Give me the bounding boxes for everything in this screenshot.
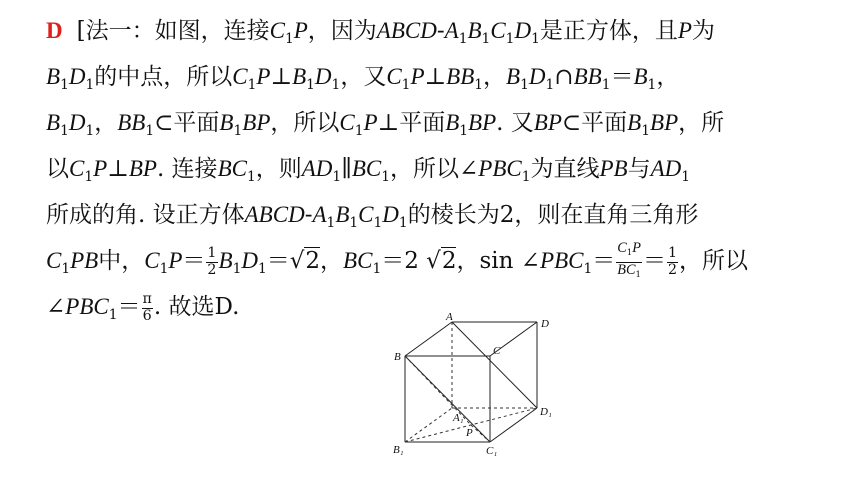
label-A: A bbox=[446, 312, 453, 323]
label-B1: B₁ bbox=[393, 444, 404, 456]
text-segment: 以 bbox=[46, 156, 69, 182]
text-segment: 如图，连接 bbox=[154, 18, 270, 44]
text-segment: ，所以 bbox=[679, 248, 749, 274]
text-segment: . 故选D. bbox=[153, 294, 240, 320]
cube-hidden-edges bbox=[405, 322, 537, 442]
solution-line-2: $B_1D_1$的中点，所以$C_1P\perp B_1D_1$，又$C_1P\perp BB_1$，$B_1D_1\cap BB_1=B_1$， bbox=[46, 64, 680, 93]
text-segment: 的中点，所以 bbox=[94, 64, 233, 90]
text-segment: ，所 bbox=[678, 110, 725, 136]
text-segment: 与 bbox=[627, 156, 651, 182]
text-segment: ，因为 bbox=[307, 18, 377, 44]
fraction-pi-over-6: $\frac{\pi}{6}$ bbox=[142, 290, 152, 324]
cube-vertex-labels bbox=[393, 312, 552, 457]
text-segment: ⊂平面 bbox=[154, 110, 220, 136]
fraction-ratio: $\frac{C_1P}{BC_1}$ bbox=[617, 239, 641, 280]
text-segment: ， bbox=[483, 64, 507, 90]
cube-figure bbox=[380, 312, 580, 482]
solution-line-6: $C_1PB$中，$C_1P=$ $\frac{1}{2}$ $B_1D_1=√2$，$BC_1=2$ √2，$\sin \angle PBC_1=$ $\frac{C_1P}{BC_1}$ ＝ $\frac{1}{2}$ ，所以 bbox=[46, 238, 846, 284]
text-segment: 为 bbox=[691, 18, 715, 44]
solution-line-5: 所成的角. 设正方体ABCD-$A_1B_1C_1D_1$的棱长为2，则在直角三角形 bbox=[46, 202, 699, 231]
text-segment: 中， bbox=[98, 248, 145, 274]
text-segment: ，所以∠ bbox=[389, 156, 479, 182]
text-segment: ⊂平面 bbox=[561, 110, 628, 136]
label-B: B bbox=[394, 351, 401, 363]
text-segment: ，则 bbox=[255, 156, 302, 182]
text-segment: 所成的角. 设正方体 bbox=[46, 202, 245, 228]
label-C: C bbox=[493, 345, 501, 357]
text-segment: . 又 bbox=[496, 110, 534, 136]
label-D1: D₁ bbox=[540, 406, 552, 418]
text-segment: 是正方体，且 bbox=[539, 18, 678, 44]
fraction-half: $\frac{1}{2}$ bbox=[207, 244, 217, 278]
label-A1: A₁ bbox=[453, 412, 464, 424]
text-segment: ，所以 bbox=[270, 110, 340, 136]
text-segment: ，sin ∠ bbox=[456, 248, 541, 274]
text-segment: ，又 bbox=[340, 64, 387, 90]
text-segment: . 连接 bbox=[156, 156, 218, 182]
text-segment: 为直线 bbox=[530, 156, 600, 182]
answer-letter: D bbox=[46, 18, 63, 43]
text-segment: ， bbox=[94, 110, 118, 136]
label-D: D bbox=[541, 318, 549, 330]
solution-line-7: $\angle PBC_1=$ $\frac{\pi}{6}$ . 故选D. bbox=[46, 290, 240, 324]
solution-line-1: D [法一：如图，连接$C_1P$，因为ABCD-$A_1B_1C_1D_1$是正方体，且P为 bbox=[46, 18, 715, 47]
solution-line-4: 以$C_1P\perp BP$. 连接$BC_1$，则$AD_1\parallel BC_1$，所以$\angle PBC_1$为直线PB与$AD_1$ bbox=[46, 156, 691, 185]
text-segment: ， bbox=[656, 64, 680, 90]
solution-text bbox=[46, 8, 846, 330]
label-C1: C₁ bbox=[486, 445, 498, 457]
label-P: P bbox=[466, 427, 473, 439]
method-label: [法一： bbox=[76, 18, 155, 44]
solution-line-3: $B_1D_1$，$BB_1\subset$平面$B_1BP$，所以$C_1P\perp$平面$B_1BP$. 又BP⊂平面$B_1BP$，所 bbox=[46, 110, 725, 139]
text-segment: 的棱长为2，则在直角三角形 bbox=[407, 202, 699, 228]
text-segment: ⊥平面 bbox=[377, 110, 446, 136]
fraction-half: $\frac{1}{2}$ bbox=[667, 244, 678, 278]
cube-solid-edges bbox=[405, 322, 537, 442]
